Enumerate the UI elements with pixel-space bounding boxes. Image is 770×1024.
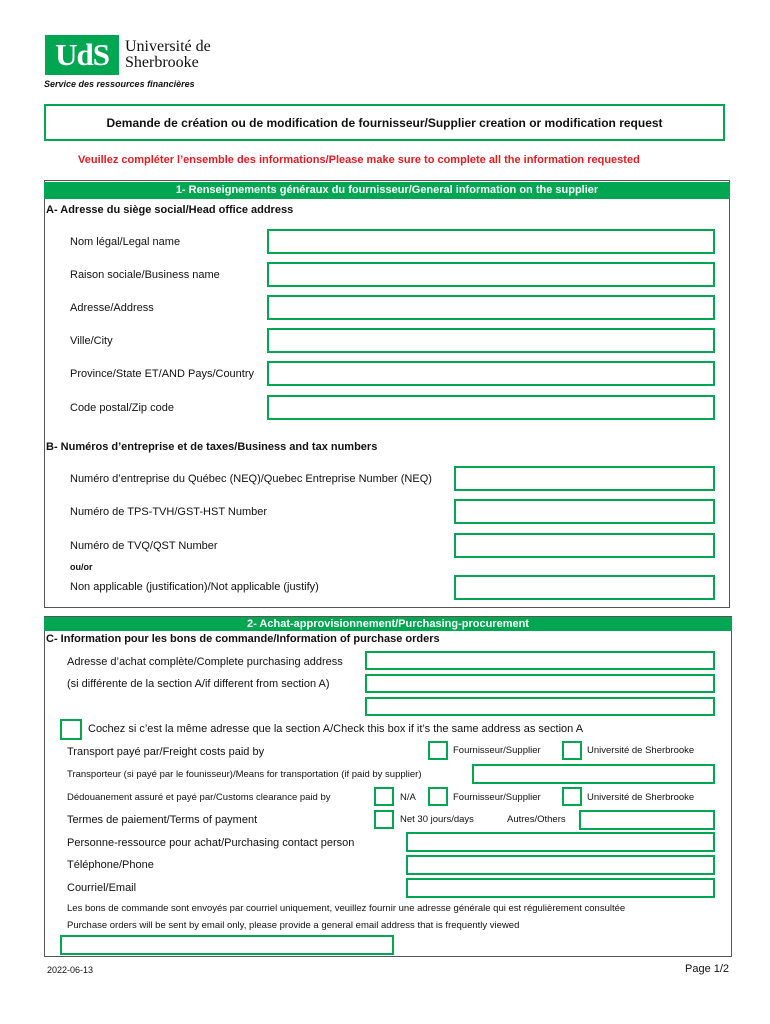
or-label: ou/or <box>70 562 93 572</box>
purchase-address-input-2[interactable] <box>365 674 715 693</box>
freight-uds-checkbox[interactable] <box>562 741 582 760</box>
purchase-address-label-2: (si différente de la section A/if different from section A) <box>67 678 330 690</box>
customs-na-checkbox[interactable] <box>374 787 394 806</box>
contact-person-input[interactable] <box>406 832 715 852</box>
subsection-a-heading: A- Adresse du siège social/Head office address <box>46 204 294 216</box>
freight-supplier-label: Fournisseur/Supplier <box>453 745 541 756</box>
form-title: Demande de création ou de modification de fournisseur/Supplier creation or modification request <box>106 115 663 130</box>
contact-person-label: Personne-ressource pour achat/Purchasing contact person <box>67 837 355 849</box>
subsection-b-heading: B- Numéros d’entreprise et de taxes/Business and tax numbers <box>46 441 378 453</box>
purchase-address-input-1[interactable] <box>365 651 715 670</box>
purchase-address-input-3[interactable] <box>365 697 715 716</box>
university-logo <box>45 35 213 77</box>
not-applicable-label: Non applicable (justification)/Not applicable (justify) <box>70 581 319 593</box>
email-label: Courriel/Email <box>67 882 137 894</box>
phone-input[interactable] <box>406 855 715 875</box>
section1-heading: 1- Renseignements généraux du fournisseur/General information on the supplier <box>44 182 730 199</box>
postal-code-input[interactable] <box>267 395 715 420</box>
business-name-input[interactable] <box>267 262 715 287</box>
purchase-address-label-1: Adresse d’achat complète/Complete purchasing address <box>67 656 343 668</box>
uds-logo-box <box>45 35 119 75</box>
not-applicable-input[interactable] <box>454 575 715 600</box>
net30-label: Net 30 jours/days <box>400 814 474 825</box>
address-input[interactable] <box>267 295 715 320</box>
payment-terms-label: Termes de paiement/Terms of payment <box>67 814 258 826</box>
qst-label: Numéro de TVQ/QST Number <box>70 540 218 552</box>
form-date: 2022-06-13 <box>47 965 94 975</box>
completion-notice: Veuillez compléter l’ensemble des informations/Please make sure to complete all the information requested <box>78 154 640 166</box>
same-address-checkbox[interactable] <box>60 719 82 740</box>
section2-heading: 2- Achat-approvisionnement/Purchasing-procurement <box>44 617 732 631</box>
university-name-line1: Université de <box>125 38 211 55</box>
city-input[interactable] <box>267 328 715 353</box>
same-address-label: Cochez si c’est la même adresse que la section A/Check this box if it’s the same address as section A <box>88 723 584 735</box>
carrier-label: Transporteur (si payé par le founisseur)/Means for transportation (if paid by supplier) <box>67 769 422 780</box>
neq-input[interactable] <box>454 466 715 491</box>
qst-input[interactable] <box>454 533 715 558</box>
page-number: Page 1/2 <box>685 963 730 975</box>
customs-na-label: N/A <box>400 792 416 803</box>
customs-supplier-label: Fournisseur/Supplier <box>453 792 541 803</box>
email-note-fr: Les bons de commande sont envoyés par courriel uniquement, veuillez fournir une adresse générale qui est régulièrement consultée <box>67 903 626 914</box>
customs-supplier-checkbox[interactable] <box>428 787 448 806</box>
legal-name-label: Nom légal/Legal name <box>70 236 181 248</box>
customs-uds-label: Université de Sherbrooke <box>587 792 695 803</box>
freight-uds-label: Université de Sherbrooke <box>587 745 695 756</box>
university-name-line2: Sherbrooke <box>125 54 199 71</box>
freight-label: Transport payé par/Freight costs paid by <box>67 746 265 758</box>
business-name-label: Raison sociale/Business name <box>70 269 220 281</box>
email-note-en: Purchase orders will be sent by email only, please provide a general email address that is frequently viewed <box>67 920 520 931</box>
customs-label: Dédouanement assuré et payé par/Customs clearance paid by <box>67 792 331 803</box>
other-terms-input[interactable] <box>579 810 715 830</box>
gst-hst-label: Numéro de TPS-TVH/GST-HST Number <box>70 506 268 518</box>
carrier-input[interactable] <box>472 764 715 784</box>
gst-hst-input[interactable] <box>454 499 715 524</box>
subsection-c-heading: C- Information pour les bons de commande/Information of purchase orders <box>46 633 440 645</box>
postal-code-label: Code postal/Zip code <box>70 402 174 414</box>
address-label: Adresse/Address <box>70 302 154 314</box>
other-terms-label: Autres/Others <box>507 814 566 825</box>
form-title-box <box>44 104 725 141</box>
neq-label: Numéro d’entreprise du Québec (NEQ)/Quebec Entreprise Number (NEQ) <box>70 473 432 485</box>
general-email-input[interactable] <box>60 935 394 955</box>
legal-name-input[interactable] <box>267 229 715 254</box>
uds-logo-text: UdS <box>55 37 109 72</box>
freight-supplier-checkbox[interactable] <box>428 741 448 760</box>
city-label: Ville/City <box>70 335 113 347</box>
province-country-label: Province/State ET/AND Pays/Country <box>70 368 255 380</box>
phone-label: Téléphone/Phone <box>67 859 154 871</box>
province-country-input[interactable] <box>267 361 715 386</box>
service-name: Service des ressources financières <box>44 79 195 89</box>
customs-uds-checkbox[interactable] <box>562 787 582 806</box>
email-input[interactable] <box>406 878 715 898</box>
net30-checkbox[interactable] <box>374 810 394 829</box>
